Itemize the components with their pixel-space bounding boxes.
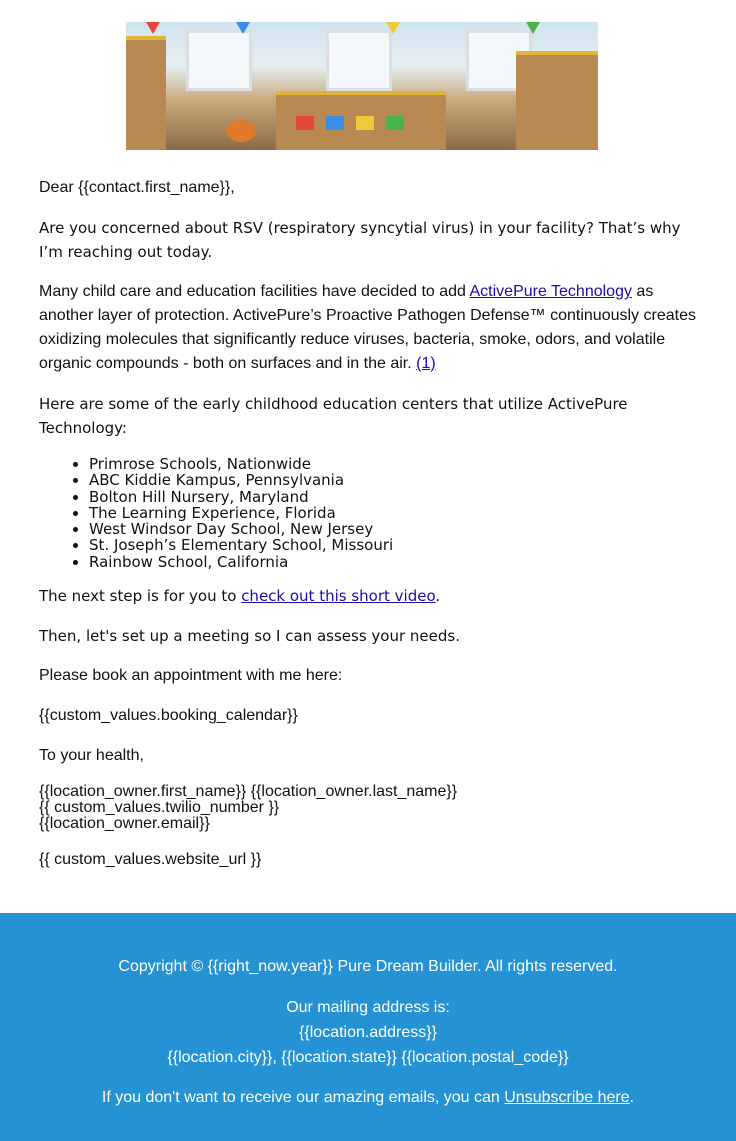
copyright: Copyright © {{right_now.year}} Pure Dream Builder. All rights reserved. [118, 958, 618, 975]
booking-calendar: {{custom_values.booking_calendar}} [39, 707, 298, 725]
closing: To your health, [39, 747, 144, 765]
next-step [39, 584, 699, 608]
mailing-label: Our mailing address is: [286, 999, 450, 1016]
email-footer [0, 913, 736, 1141]
rsv-intro-paragraph: Are you concerned about RSV (respiratory syncytial virus) in your facility? That’s why I’m reaching out today. [39, 219, 681, 261]
centers-intro: Here are some of the early childhood education centers that utilize ActivePure Technology: [39, 395, 628, 437]
list-item: • Rainbow School, California [89, 554, 699, 570]
centers-list [39, 456, 699, 570]
text: Many child care and education facilities have decided to add [39, 283, 470, 300]
list-item: • Primrose Schools, Nationwide [89, 456, 699, 472]
unsubscribe-link[interactable]: Unsubscribe here [504, 1089, 630, 1106]
list-item: • St. Joseph’s Elementary School, Missouri [89, 537, 699, 553]
text: as another layer of protection. ActivePure’s Proactive Pathogen Defense™ continuously creates oxidizing molecules that significantly reduce viruses, bacteria, smoke, odors, and volatile organic compounds - both on surfaces and in the air. [39, 283, 696, 372]
unsubscribe-text [0, 1085, 736, 1110]
list-item: • The Learning Experience, Florida [89, 505, 699, 521]
text: If you don't want to receive our amazing emails, you can [101, 1089, 505, 1106]
reference-1-link[interactable]: (1) [416, 355, 436, 372]
city-state-zip: {{location.city}}, {{location.state}} {{location.postal_code}} [167, 1049, 569, 1066]
list-item: • ABC Kiddie Kampus, Pennsylvania [89, 472, 699, 488]
text: . [629, 1089, 635, 1106]
short-video-link[interactable]: check out this short video [241, 587, 436, 606]
signature-name: {{location_owner.first_name}} {{location_owner.last_name}} [39, 783, 458, 801]
activepure-paragraph [39, 280, 699, 376]
greeting: Dear {{contact.first_name}}, [39, 179, 235, 196]
meeting-text: Then, let's set up a meeting so I can assess your needs. [39, 627, 460, 646]
email-body [39, 176, 699, 888]
address: {{location.address}} [299, 1024, 437, 1041]
classroom-banner-image [126, 22, 598, 150]
text: The next step is for you to [39, 587, 242, 606]
text: . [435, 587, 441, 606]
signature-phone: {{ custom_values.twilio_number }} [39, 799, 280, 817]
signature-website: {{ custom_values.website_url }} [39, 851, 262, 869]
book-text: Please book an appointment with me here: [39, 667, 343, 685]
activepure-technology-link[interactable]: ActivePure Technology [469, 283, 632, 300]
signature-email: {{location_owner.email}} [39, 815, 210, 833]
signature [39, 784, 699, 832]
list-item: • Bolton Hill Nursery, Maryland [89, 489, 699, 505]
list-item: • West Windsor Day School, New Jersey [89, 521, 699, 537]
